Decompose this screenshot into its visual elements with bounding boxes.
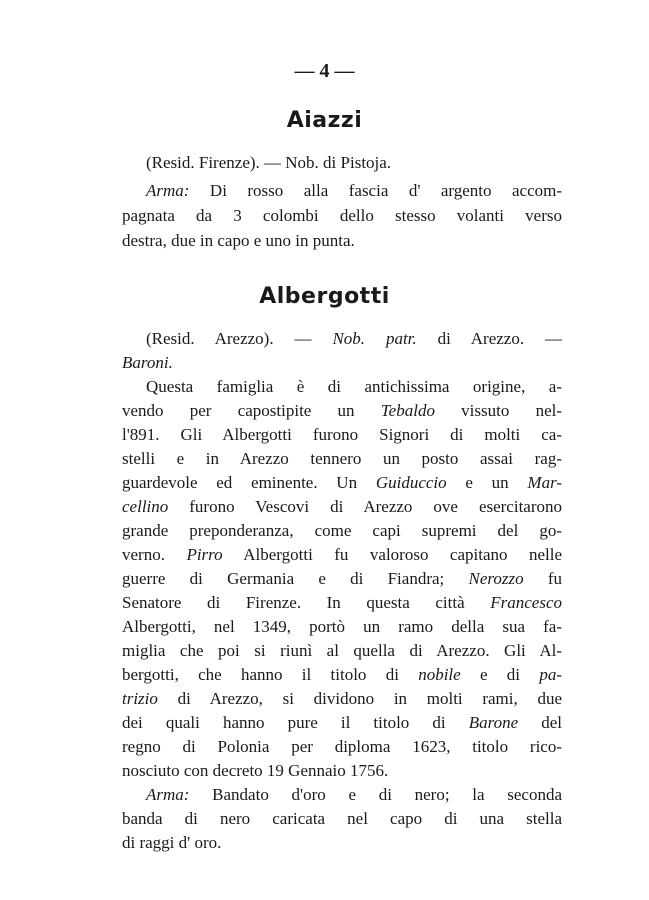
arma-label: Arma: <box>146 785 190 804</box>
albergotti-residence-line: (Resid. Arezzo). — Nob. patr. di Arezzo. — <box>146 329 563 348</box>
text-line: bergotti, che hanno il titolo di nobile e di pa- <box>122 665 562 684</box>
text-line: nosciuto con decreto 19 Gennaio 1756. <box>122 761 389 780</box>
text-line: guerre di Germania e di Fiandra; Nerozzo fu <box>122 569 562 588</box>
text-line: Questa famiglia è di antichissima origine, a- <box>146 377 562 396</box>
text-line: Albergotti, nel 1349, portò un ramo della sua fa- <box>122 617 562 636</box>
text-line: di raggi d' oro. <box>122 833 222 852</box>
page-number: — 4 — <box>294 60 355 82</box>
aiazzi-residence-line: (Resid. Firenze). — Nob. di Pistoja. <box>146 153 392 172</box>
text-line: trizio di Arezzo, si dividono in molti rami, due <box>122 689 562 708</box>
text-line: Baroni. <box>122 353 173 372</box>
text-line: verno. Pirro Albergotti fu valoroso capitano nelle <box>122 545 563 564</box>
heading-albergotti: Albergotti <box>259 284 390 309</box>
heading-aiazzi: Aiazzi <box>286 108 363 133</box>
text-line: banda di nero caricata nel capo di una stella <box>122 809 562 828</box>
arma-label: Arma: <box>146 181 190 200</box>
albergotti-arma-line: Arma: Bandato d'oro e di nero; la seconda <box>146 785 562 804</box>
text-line: grande preponderanza, come capi supremi del go- <box>122 521 562 540</box>
text-line: cellino furono Vescovi di Arezzo ove esercitarono <box>122 497 563 516</box>
text-line: Senatore di Firenze. In questa città Francesco <box>122 593 562 612</box>
aiazzi-arma-line: Arma: Di rosso alla fascia d' argento accom- <box>146 181 562 200</box>
text-line: regno di Polonia per diploma 1623, titolo rico- <box>122 737 562 756</box>
text-line: dei quali hanno pure il titolo di Barone del <box>122 713 563 732</box>
text-line: guardevole ed eminente. Un Guiduccio e un Mar- <box>122 473 563 492</box>
text-line: l'891. Gli Albergotti furono Signori di molti ca- <box>122 425 562 444</box>
text-line: pagnata da 3 colombi dello stesso volanti verso <box>122 206 562 225</box>
text-line: stelli e in Arezzo tennero un posto assai rag- <box>122 449 562 468</box>
text-line: miglia che poi si riunì al quella di Arezzo. Gli Al- <box>122 641 562 660</box>
text-line: destra, due in capo e uno in punta. <box>122 231 355 250</box>
text-line: vendo per capostipite un Tebaldo vissuto nel- <box>122 401 562 420</box>
